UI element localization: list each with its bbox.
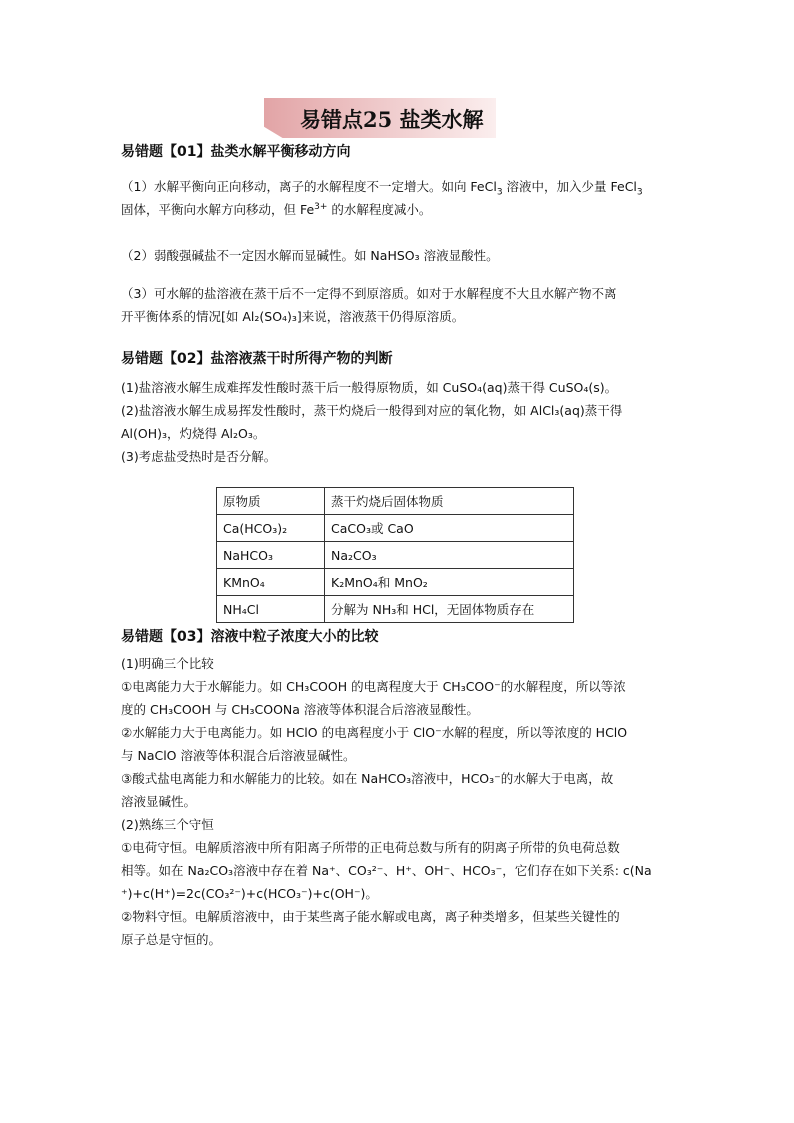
paragraph-line: ②水解能力大于电离能力。如 HClO 的电离程度小于 ClO⁻水解的程度，所以等浓度的 HClO: [121, 725, 628, 740]
paragraph-line: 与 NaClO 溶液等体积混合后溶液显碱性。: [121, 748, 356, 763]
page-title: 易错点25 盐类水解: [300, 107, 484, 132]
section-01-p2: [121, 244, 681, 267]
table-cell: Na₂CO₃: [325, 542, 574, 569]
table-cell: CaCO₃或 CaO: [325, 515, 574, 542]
section-01: [121, 142, 681, 162]
text-span: 固体，平衡向水解方向移动，但 Fe: [121, 202, 315, 217]
paragraph: （2）弱酸强碱盐不一定因水解而显碱性。如 NaHSO₃ 溶液显酸性。: [121, 248, 499, 263]
table-cell: 原物质: [217, 488, 325, 515]
section-02: [121, 349, 681, 369]
table-cell: K₂MnO₄和 MnO₂: [325, 569, 574, 596]
table-row: [217, 569, 574, 596]
paragraph-line: 开平衡体系的情况[如 Al₂(SO₄)₃]来说，溶液蒸干仍得原溶质。: [121, 309, 465, 324]
section-03: [121, 627, 681, 647]
table-cell: 蒸干灼烧后固体物质: [325, 488, 574, 515]
section-03-body: [121, 652, 681, 951]
section-02-body: [121, 376, 681, 468]
subscript: 3: [496, 187, 503, 198]
paragraph-line: ⁺)+c(H⁺)=2c(CO₃²⁻)+c(HCO₃⁻)+c(OH⁻)。: [121, 886, 378, 901]
table-row: [217, 542, 574, 569]
table-row: [217, 596, 574, 623]
product-table: [216, 487, 574, 623]
section-01-p3: [121, 282, 681, 328]
section-01-heading: 易错题【01】盐类水解平衡移动方向: [121, 144, 351, 160]
section-02-heading: 易错题【02】盐溶液蒸干时所得产物的判断: [121, 351, 393, 367]
paragraph-line: 原子总是守恒的。: [121, 932, 222, 947]
paragraph-line: 度的 CH₃COOH 与 CH₃COONa 溶液等体积混合后溶液显酸性。: [121, 702, 479, 717]
section-03-heading: 易错题【03】溶液中粒子浓度大小的比较: [121, 629, 379, 645]
text-span: （1）水解平衡向正向移动，离子的水解程度不一定增大。如向 FeCl: [121, 179, 497, 194]
table-row: [217, 515, 574, 542]
paragraph-line: ②物料守恒。电解质溶液中，由于某些离子能水解或电离，离子种类增多，但某些关键性的: [121, 909, 620, 924]
text-span: 溶液中，加入少量 FeCl: [502, 179, 637, 194]
table-cell: NaHCO₃: [217, 542, 325, 569]
paragraph-line: (3)考虑盐受热时是否分解。: [121, 449, 277, 464]
section-01-p1: [121, 175, 681, 221]
text-span: 的水解程度减小。: [327, 202, 432, 217]
paragraph-line: ①电荷守恒。电解质溶液中所有阳离子所带的正电荷总数与所有的阴离子所带的负电荷总数: [121, 840, 620, 855]
paragraph-line: ①电离能力大于水解能力。如 CH₃COOH 的电离程度大于 CH₃COO⁻的水解程度，所以等浓: [121, 679, 626, 694]
paragraph-line: (2)熟练三个守恒: [121, 817, 214, 832]
subscript: 3: [636, 187, 643, 198]
superscript: 3+: [314, 201, 328, 212]
table-header-row: [217, 488, 574, 515]
paragraph-line: （3）可水解的盐溶液在蒸干后不一定得不到原溶质。如对于水解程度不大且水解产物不离: [121, 286, 617, 301]
paragraph-line: 相等。如在 Na₂CO₃溶液中存在着 Na⁺、CO₃²⁻、H⁺、OH⁻、HCO₃⁻，它们存在如下关系: c(Na: [121, 863, 652, 878]
paragraph-line: 溶液显碱性。: [121, 794, 197, 809]
table-cell: NH₄Cl: [217, 596, 325, 623]
paragraph-line: (2)盐溶液水解生成易挥发性酸时，蒸干灼烧后一般得到对应的氧化物，如 AlCl₃(aq)蒸干得: [121, 403, 623, 418]
table-cell: Ca(HCO₃)₂: [217, 515, 325, 542]
paragraph-line: Al(OH)₃，灼烧得 Al₂O₃。: [121, 426, 266, 441]
paragraph-line: (1)明确三个比较: [121, 656, 214, 671]
table-cell: 分解为 NH₃和 HCl，无固体物质存在: [325, 596, 574, 623]
paragraph-line: (1)盐溶液水解生成难挥发性酸时蒸干后一般得原物质，如 CuSO₄(aq)蒸干得 CuSO₄(s)。: [121, 380, 618, 395]
table-cell: KMnO₄: [217, 569, 325, 596]
title-banner: [264, 98, 496, 138]
paragraph-line: ③酸式盐电离能力和水解能力的比较。如在 NaHCO₃溶液中，HCO₃⁻的水解大于电离，故: [121, 771, 614, 786]
